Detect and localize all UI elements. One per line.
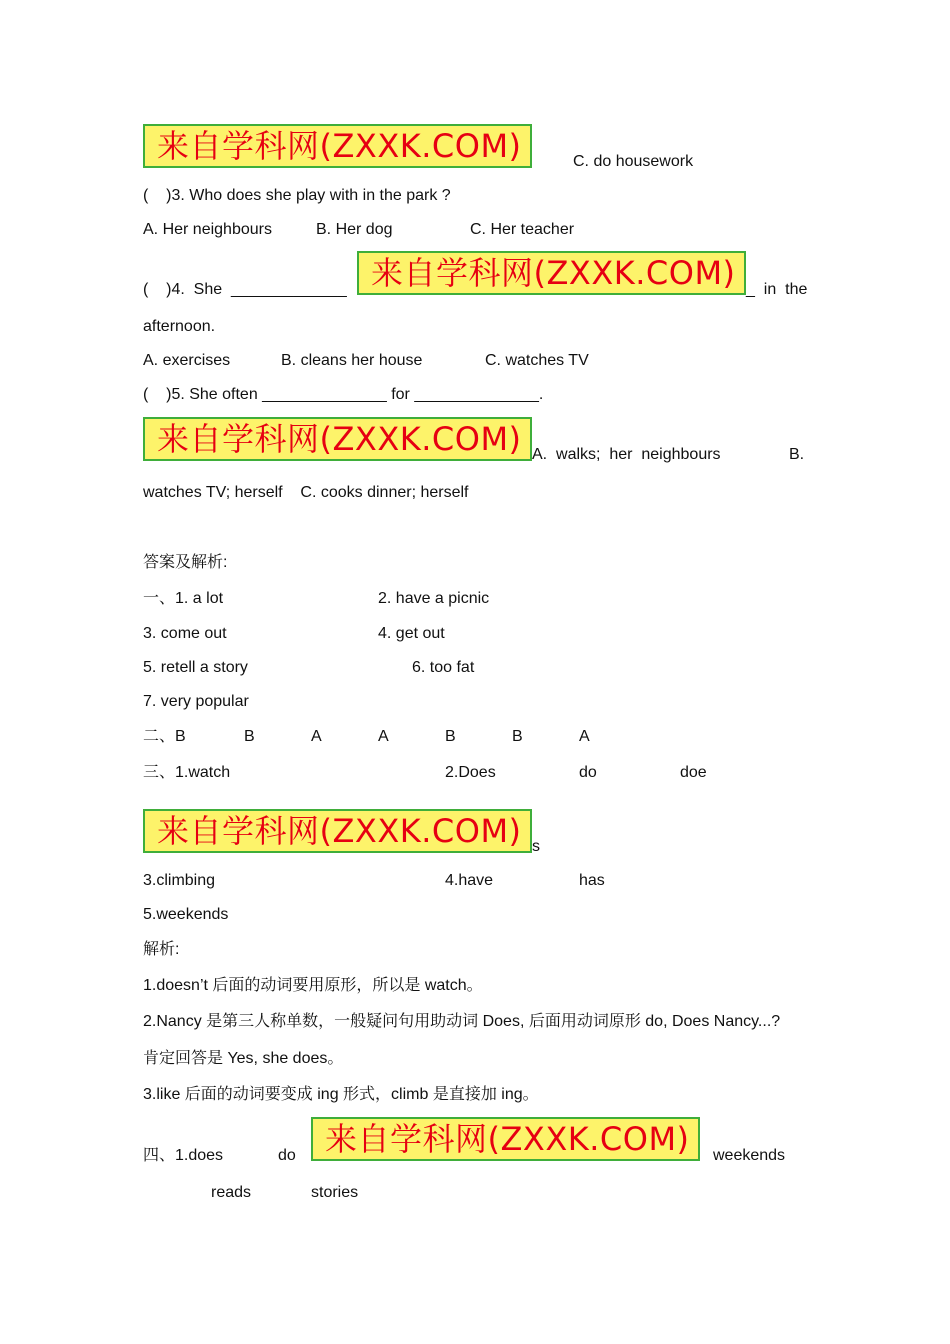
answers-heading: 答案及解析:	[143, 554, 228, 571]
watermark-banner: 来自学科网(ZXXK.COM)	[143, 124, 532, 168]
analysis-line: 肯定回答是 Yes, she does。	[143, 1050, 344, 1067]
watermark-banner: 来自学科网(ZXXK.COM)	[143, 417, 532, 461]
section-1-answer: 4. get out	[378, 625, 445, 642]
section-3-answer: 2.Does	[445, 764, 496, 781]
section-3-answer: 4.have	[445, 872, 494, 889]
section-3-answer: has	[579, 872, 605, 889]
section-3-answer: do	[579, 764, 597, 781]
section-3-answer: s	[532, 838, 540, 855]
question-3-option-c: C. Her teacher	[470, 221, 575, 238]
section-3-answer: 三、1.watch	[143, 764, 231, 781]
question-4-option-b: B. cleans her house	[281, 352, 423, 369]
section-3-answer: 3.climbing	[143, 872, 216, 889]
section-3-answer: 5.weekends	[143, 906, 229, 923]
section-2-answer: B	[244, 728, 255, 745]
section-3-answer: doe	[680, 764, 707, 781]
section-1-answer: 5. retell a story	[143, 659, 248, 676]
section-4-answer: weekends	[713, 1147, 786, 1164]
section-4-answer: 四、1.does	[143, 1147, 224, 1164]
question-4-tail: _ in the	[746, 281, 808, 298]
watermark-banner: 来自学科网(ZXXK.COM)	[311, 1117, 700, 1161]
question-3-option-a: A. Her neighbours	[143, 221, 272, 238]
question-2-option-c: C. do housework	[573, 153, 694, 170]
analysis-line: 1.doesn’t 后面的动词要用原形，所以是 watch。	[143, 977, 483, 994]
question-5: ( )5. She often ______________ for ______________.	[143, 386, 544, 403]
question-3-option-b: B. Her dog	[316, 221, 393, 238]
section-1-answer: 2. have a picnic	[378, 590, 490, 607]
question-4-continued: afternoon.	[143, 318, 216, 335]
section-1-answer: 3. come out	[143, 625, 227, 642]
section-4-answer: do	[278, 1147, 296, 1164]
watermark-banner: 来自学科网(ZXXK.COM)	[357, 251, 746, 295]
question-4: ( )4. She _____________	[143, 281, 347, 298]
analysis-heading: 解析:	[143, 941, 180, 958]
question-4-option-c: C. watches TV	[485, 352, 589, 369]
section-1-answer: 7. very popular	[143, 693, 249, 710]
section-4-answer: stories	[311, 1184, 359, 1201]
analysis-line: 3.like 后面的动词要变成 ing 形式，climb 是直接加 ing。	[143, 1086, 539, 1103]
section-2-answer: A	[579, 728, 590, 745]
section-2-answer: B	[512, 728, 523, 745]
question-5-continued: watches TV; herself C. cooks dinner; herself	[143, 484, 469, 501]
section-2-answer: A	[378, 728, 389, 745]
section-1-answer: 一、1. a lot	[143, 590, 224, 607]
section-4-answer: reads	[211, 1184, 252, 1201]
question-4-option-a: A. exercises	[143, 352, 231, 369]
section-2-answer: 二、B	[143, 728, 186, 745]
question-5-option-b-label: B.	[789, 446, 805, 463]
question-3: ( )3. Who does she play with in the park ?	[143, 187, 451, 204]
section-2-answer: B	[445, 728, 456, 745]
watermark-banner: 来自学科网(ZXXK.COM)	[143, 809, 532, 853]
section-1-answer: 6. too fat	[412, 659, 475, 676]
question-5-option-a: A. walks; her neighbours	[532, 446, 721, 463]
analysis-line: 2.Nancy 是第三人称单数，一般疑问句用助动词 Does, 后面用动词原形 do, Does Nancy...?	[143, 1013, 781, 1030]
section-2-answer: A	[311, 728, 322, 745]
